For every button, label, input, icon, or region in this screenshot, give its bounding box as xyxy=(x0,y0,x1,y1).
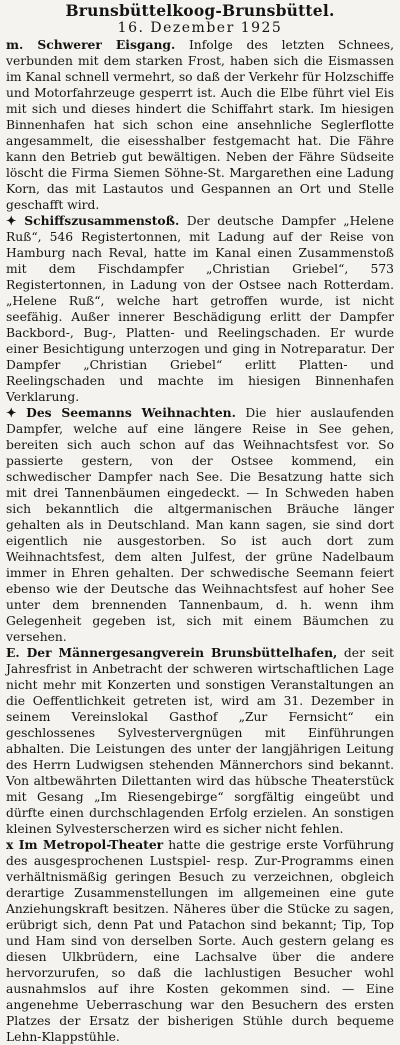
article-body: hatte die gestrige erste Vorführung des ausgesprochenen Lustspiel- resp. Zur-Programms einen verhältnismäßig geringen Besuch zu verzeichnen, obgleich derartige Zusammenstellungen im allgemeinen eine gute Anziehungskraft besitzen. Näheres über die Stücke zu sagen, erübrigt sich, denn Pat und Patachon sind bekannt; Tip, Top und Ham sind von derselben Sorte. Auch gestern gelang es diesen Ulkbrüdern, eine Lachsalve über die andere hervorzurufen, so daß die lachlustigen Besucher wohl ausnahmslos auf ihre Kosten gekommen sind. — Eine angenehme Ueberraschung war den Besuchern des ersten Platzes der Ersatz der bisherigen Stühle durch bequeme Lehn-Klappstühle. xyxy=(6,838,394,1044)
article-weihnachten xyxy=(6,405,394,645)
article-headline: ✦ Des Seemanns Weihnachten. xyxy=(6,405,236,420)
article-body: Infolge des letzten Schnees, verbunden mit dem starken Frost, haben sich die Eismassen im Kanal schnell vermehrt, so daß der Verkehr für Holzschiffe und Motorfahrzeuge gesperrt ist. Auch die Elbe führt viel Eis mit sich und dieses hindert die Schiffahrt stark. Im hiesigen Binnenhafen hat sich schon eine ansehnliche Seglerflotte angesammelt, die eisesshalber festgemacht hat. Die Fähre kann den Betrieb gut bewältigen. Neben der Fähre Südseite löscht die Firma Siemen Söhne-St. Margarethen eine Ladung Korn, das mit Lastautos und Gespannen an Ort und Stelle geschafft wird. xyxy=(6,38,394,212)
article-metropol-theater xyxy=(6,837,394,1045)
article-eisgang xyxy=(6,37,394,213)
article-headline: ✦ Schiffszusammenstoß. xyxy=(6,213,180,228)
article-headline: E. Der Männergesangverein Brunsbüttelhafen, xyxy=(6,645,338,660)
article-headline: m. Schwerer Eisgang. xyxy=(6,37,176,52)
article-schiffszusammenstoss xyxy=(6,213,394,405)
article-headline: x Im Metropol-Theater xyxy=(6,837,164,852)
masthead xyxy=(6,2,394,37)
article-maennergesangverein xyxy=(6,645,394,837)
date-line: 16. Dezember 1925 xyxy=(117,20,283,36)
article-body: der seit Jahresfrist in Anbetracht der schweren wirtschaftlichen Lage nicht mehr mit Konzerten und sonstigen Veranstaltungen an die Oeffentlichkeit getreten ist, wird am 31. Dezember in seinem Vereinslokal Gasthof „Zur Fernsicht“ ein geschlossenes Sylvestervergnügen mit Einführungen abhalten. Die Leistungen des unter der langjährigen Leitung des Herrn Ludwigsen stehenden Männerchors sind bekannt. Von altbewährten Dilettanten wird das hübsche Theaterstück mit Gesang „Im Riesengebirge“ sorgfältig eingeübt und dürfte einen durchschlagenden Erfolg erzielen. An sonstigen kleinen Sylvesterscherzen wird es sicher nicht fehlen. xyxy=(6,646,394,836)
page-title: Brunsbüttelkoog-Brunsbüttel. xyxy=(65,1,335,20)
article-body: Der deutsche Dampfer „Helene Ruß“, 546 Registertonnen, mit Ladung auf der Reise von Hamburg nach Reval, hatte im Kanal einen Zusammenstoß mit dem Fischdampfer „Christian Griebel“, 573 Registertonnen, in Ladung von der Ostsee nach Rotterdam. „Helene Ruß“, welche hart getroffen wurde, ist nicht seefähig. Außer innerer Beschädigung erlitt der Dampfer Backbord-, Bug-, Platten- und Reelingschaden. Er wurde einer Besichtigung unterzogen und ging in Notreparatur. Der Dampfer „Christian Griebel“ erlitt Platten- und Reelingschaden und machte im hiesigen Binnenhafen Verklarung. xyxy=(6,214,394,404)
article-body: Die hier auslaufenden Dampfer, welche auf eine längere Reise in See gehen, bereiten sich auch schon auf das Weihnachtsfest vor. So passierte gestern, von der Ostsee kommend, ein schwedischer Dampfer nach See. Die Besatzung hatte sich mit drei Tannenbäumen eingedeckt. — In Schweden haben sich bekanntlich die altgermanischen Bräuche länger gehalten als in Deutschland. Man kann sagen, sie sind dort eigentlich nie ausgestorben. So ist auch dort zum Weihnachtsfest, dem alten Julfest, der grüne Nadelbaum immer in Ehren gehalten. Der schwedische Seemann feiert ebenso wie der Deutsche das Weihnachtsfest auf hoher See unter dem brennenden Tannenbaum, d. h. wenn ihm Gelegenheit gegeben ist, sich mit einem Bäumchen zu versehen. xyxy=(6,406,394,644)
